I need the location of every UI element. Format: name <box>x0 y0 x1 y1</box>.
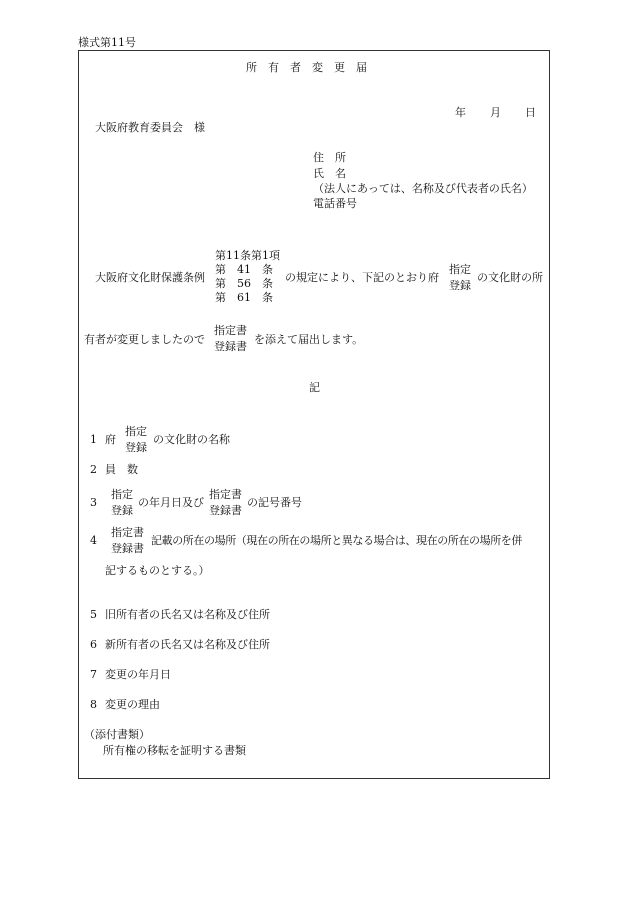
certificate-options <box>214 323 247 355</box>
item-7-text: 変更の年月日 <box>105 668 171 681</box>
item-2-text: 員 数 <box>105 463 138 476</box>
ki-heading: 記 <box>309 381 320 394</box>
item-1-number: 1 <box>90 433 97 446</box>
item-5-text: 旧所有者の氏名又は名称及び住所 <box>105 608 270 621</box>
designation-option: 登録 <box>449 279 471 292</box>
item-1-prefix: 府 <box>105 433 116 446</box>
choice-option: 登録 <box>111 504 133 517</box>
attachments-item: 所有権の移転を証明する書類 <box>103 744 246 757</box>
body-tail-text: の文化財の所 <box>477 271 543 284</box>
date-year-label: 年 <box>455 106 466 119</box>
item-4-continuation: 記するものとする。） <box>105 564 210 577</box>
body-line2-start: 有者が変更しましたので <box>84 333 205 346</box>
item-3-number: 3 <box>90 496 97 509</box>
item-5-number: 5 <box>90 608 97 621</box>
body-mid-text: の規定により、下記のとおり府 <box>285 271 439 284</box>
item-1-text: の文化財の名称 <box>153 433 230 446</box>
article-option: 第11条第1項 <box>215 249 280 262</box>
designation-options <box>449 262 471 294</box>
item-8-text: 変更の理由 <box>105 698 160 711</box>
certificate-option: 登録書 <box>214 340 247 353</box>
choice-option: 登録書 <box>111 542 144 555</box>
item-6-number: 6 <box>90 638 97 651</box>
form-title: 所 有 者 変 更 届 <box>246 61 367 74</box>
certificate-option: 指定書 <box>214 324 247 337</box>
item-3-choice2 <box>209 487 242 519</box>
article-option: 第 61 条 <box>215 291 273 304</box>
form-number: 様式第11号 <box>78 36 136 49</box>
item-6-text: 新所有者の氏名又は名称及び住所 <box>105 638 270 651</box>
item-1-choice <box>125 424 147 456</box>
date-day-label: 日 <box>525 106 536 119</box>
item-3-mid: の年月日及び <box>138 496 204 509</box>
item-4-text: 記載の所在の場所（現在の所在の場所と異なる場合は、現在の所在の場所を併 <box>151 534 522 547</box>
corporate-note: （法人にあっては、名称及び代表者の氏名） <box>313 182 533 195</box>
article-option: 第 41 条 <box>215 263 273 276</box>
item-3-text: の記号番号 <box>247 496 302 509</box>
choice-option: 指定書 <box>209 488 242 501</box>
law-name: 大阪府文化財保護条例 <box>95 271 205 284</box>
body-line2-end: を添えて届出します。 <box>254 333 364 346</box>
item-4-number: 4 <box>90 534 97 547</box>
item-4-choice <box>111 525 144 557</box>
choice-option: 指定 <box>111 488 133 501</box>
phone-label: 電話番号 <box>313 197 357 210</box>
article-option: 第 56 条 <box>215 277 273 290</box>
choice-option: 指定 <box>125 425 147 438</box>
name-label: 氏 名 <box>313 167 346 180</box>
date-month-label: 月 <box>490 106 501 119</box>
addressee: 大阪府教育委員会 様 <box>95 121 205 134</box>
designation-option: 指定 <box>449 263 471 276</box>
choice-option: 指定書 <box>111 526 144 539</box>
article-options <box>215 249 280 305</box>
attachments-label: （添付書類） <box>84 728 150 741</box>
address-label: 住 所 <box>313 151 346 164</box>
item-7-number: 7 <box>90 668 97 681</box>
item-8-number: 8 <box>90 698 97 711</box>
choice-option: 登録 <box>125 441 147 454</box>
item-2-number: 2 <box>90 463 97 476</box>
choice-option: 登録書 <box>209 504 242 517</box>
item-3-choice1 <box>111 487 133 519</box>
